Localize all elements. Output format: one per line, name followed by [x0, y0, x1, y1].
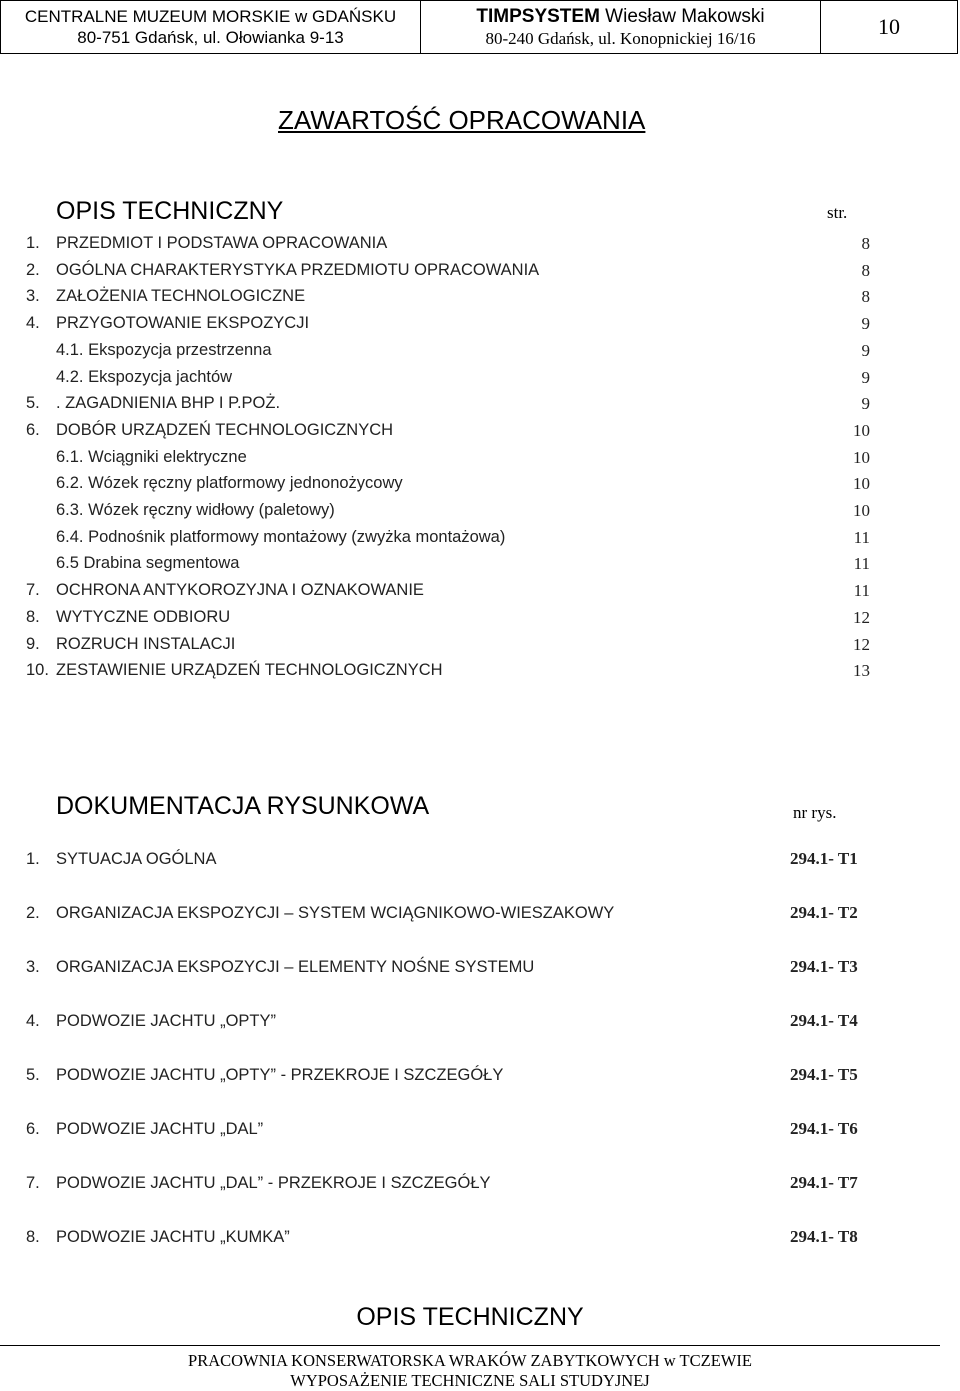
toc-row	[0, 497, 870, 524]
toc-row	[0, 257, 870, 284]
toc-row	[0, 604, 870, 631]
drawing-row-title: SYTUACJA OGÓLNA	[56, 850, 217, 868]
toc-row	[0, 283, 870, 310]
toc-row-page: 10	[853, 474, 870, 494]
footer-subject: WYPOSAŻENIE TECHNICZNE SALI STUDYJNEJ	[290, 1371, 650, 1390]
drawing-row-number-code: 294.1- T6	[790, 1119, 858, 1138]
toc-row	[0, 230, 870, 257]
toc-row-page: 12	[853, 607, 870, 627]
toc-row	[0, 631, 870, 658]
toc-row-page: 10	[853, 420, 870, 440]
drawing-row-number-code: 294.1- T5	[790, 1065, 858, 1084]
drawing-row-title: ORGANIZACJA EKSPOZYCJI – SYSTEM WCIĄGNIKOWO-WIESZAKOWY	[56, 904, 615, 922]
drawing-number-column-label: nr rys.	[793, 803, 837, 822]
toc-row	[0, 577, 870, 604]
toc-row-number: 4.	[26, 314, 40, 333]
contractor-brand: TIMPSYSTEM	[476, 6, 600, 27]
drawing-row-number: 4.	[26, 1012, 40, 1030]
toc-row-page: 8	[861, 260, 870, 280]
drawing-row	[0, 899, 960, 927]
contractor-block	[421, 1, 821, 53]
toc-row-text: 6.5 Drabina segmentowa	[56, 554, 240, 573]
toc-row	[0, 657, 870, 684]
toc-row-text: WYTYCZNE ODBIORU	[56, 607, 231, 626]
toc-row-number: 9.	[26, 634, 40, 653]
drawing-row-number: 5.	[26, 1066, 40, 1084]
drawings-section-title: DOKUMENTACJA RYSUNKOWA	[56, 792, 430, 820]
toc-row-text: PRZYGOTOWANIE EKSPOZYCJI	[56, 314, 310, 333]
toc-row-number: 1.	[26, 234, 40, 252]
toc-row-page: 10	[853, 501, 870, 520]
drawing-row-title: PODWOZIE JACHTU „OPTY” - PRZEKROJE I SZCZEGÓŁY	[56, 1066, 504, 1084]
toc-row-text: 6.1. Wciągniki elektryczne	[56, 447, 247, 466]
client-address: 80-751 Gdańsk, ul. Ołowianka 9-13	[77, 28, 344, 47]
toc-row-page: 11	[853, 554, 870, 574]
toc-row	[0, 390, 870, 417]
toc-row-text: ROZRUCH INSTALACJI	[56, 634, 236, 653]
document-title: ZAWARTOŚĆ OPRACOWANIA	[278, 105, 646, 135]
drawing-row	[0, 1169, 960, 1197]
toc-row-number: 8.	[26, 607, 40, 626]
toc-row	[0, 417, 870, 444]
contractor-address: 80-240 Gdańsk, ul. Konopnickiej 16/16	[485, 29, 756, 48]
page-column-label: str.	[827, 203, 848, 222]
toc-row-text: 6.3. Wózek ręczny widłowy (paletowy)	[56, 501, 335, 519]
toc-row	[0, 337, 870, 364]
toc-row-text: 4.2. Ekspozycja jachtów	[56, 367, 233, 386]
toc-row-number: 3.	[26, 287, 40, 306]
toc-row-text: 6.2. Wózek ręczny platformowy jednonożycowy	[56, 474, 403, 493]
toc-row-page: 9	[861, 314, 870, 334]
toc-row-number: 5.	[26, 394, 40, 413]
drawing-row	[0, 845, 960, 873]
footer-project: PRACOWNIA KONSERWATORSKA WRAKÓW ZABYTKOWYCH w TCZEWIE	[188, 1351, 752, 1370]
toc-row-page: 8	[861, 287, 870, 307]
contractor-name	[421, 5, 820, 28]
toc-row	[0, 364, 870, 391]
toc-row-number: 6.	[26, 420, 40, 439]
drawing-row-title: PODWOZIE JACHTU „KUMKA”	[56, 1228, 290, 1246]
page-header	[0, 0, 958, 54]
drawing-row-number-code: 294.1- T4	[790, 1011, 858, 1030]
drawing-row-number: 8.	[26, 1228, 40, 1246]
drawing-row	[0, 1007, 960, 1035]
drawing-row-number-code: 294.1- T3	[790, 957, 858, 976]
drawing-row	[0, 1223, 960, 1251]
client-block	[1, 1, 421, 53]
footer-title: OPIS TECHNICZNY	[356, 1303, 584, 1331]
drawing-row-number-code: 294.1- T7	[790, 1173, 858, 1192]
toc-row-page: 10	[853, 447, 870, 467]
toc-row-number: 10.	[26, 661, 49, 680]
drawing-row-number: 7.	[26, 1174, 40, 1192]
toc-row-text: OGÓLNA CHARAKTERYSTYKA PRZEDMIOTU OPRACOWANIA	[56, 260, 540, 279]
drawing-row-number-code: 294.1- T2	[790, 903, 858, 922]
toc-row-page: 13	[853, 661, 870, 681]
toc-row-text: PRZEDMIOT I PODSTAWA OPRACOWANIA	[56, 234, 388, 252]
toc-row-page: 9	[861, 394, 870, 414]
toc-row-text: DOBÓR URZĄDZEŃ TECHNOLOGICZNYCH	[56, 420, 394, 439]
page-number: 10	[878, 14, 900, 39]
toc-row	[0, 470, 870, 497]
drawing-row-title: ORGANIZACJA EKSPOZYCJI – ELEMENTY NOŚNE SYSTEMU	[56, 958, 535, 976]
drawing-row	[0, 953, 960, 981]
toc-row-number: 7.	[26, 581, 40, 600]
drawing-row-number: 6.	[26, 1120, 40, 1138]
toc-row-text: ZESTAWIENIE URZĄDZEŃ TECHNOLOGICZNYCH	[56, 661, 443, 680]
drawing-row-number-code: 294.1- T1	[790, 849, 858, 868]
drawing-row-title: PODWOZIE JACHTU „DAL” - PRZEKROJE I SZCZEGÓŁY	[56, 1174, 491, 1192]
toc-row-page: 11	[853, 581, 870, 601]
toc-row-page: 9	[861, 367, 870, 387]
toc-row-text: 4.1. Ekspozycja przestrzenna	[56, 340, 272, 359]
toc-row-text: . ZAGADNIENIA BHP I P.POŻ.	[56, 394, 281, 413]
toc-row-page: 11	[853, 527, 870, 547]
drawing-row-number: 1.	[26, 850, 40, 868]
drawing-row	[0, 1061, 960, 1089]
opis-section-title: OPIS TECHNICZNY	[56, 197, 284, 225]
footer-divider	[0, 1345, 940, 1346]
toc-row	[0, 524, 870, 551]
toc-row-text: OCHRONA ANTYKOROZYJNA I OZNAKOWANIE	[56, 581, 424, 600]
drawing-row	[0, 1115, 960, 1143]
contractor-owner: Wiesław Makowski	[599, 6, 765, 27]
toc-row-text: 6.4. Podnośnik platformowy montażowy (zwyżka montażowa)	[56, 527, 506, 546]
client-name: CENTRALNE MUZEUM MORSKIE w GDAŃSKU	[24, 7, 397, 26]
drawing-row-title: PODWOZIE JACHTU „OPTY”	[56, 1012, 276, 1030]
toc-row	[0, 550, 870, 577]
toc-row-page: 8	[861, 234, 870, 253]
toc-row	[0, 310, 870, 337]
drawing-row-number-code: 294.1- T8	[790, 1227, 858, 1246]
toc-row-page: 9	[861, 340, 870, 360]
toc-row	[0, 444, 870, 471]
drawing-row-title: PODWOZIE JACHTU „DAL”	[56, 1120, 264, 1138]
drawing-row-number: 3.	[26, 958, 40, 976]
toc-row-text: ZAŁOŻENIA TECHNOLOGICZNE	[56, 287, 306, 306]
drawing-row-number: 2.	[26, 904, 40, 922]
toc-row-number: 2.	[26, 260, 40, 279]
toc-row-page: 12	[853, 634, 870, 654]
